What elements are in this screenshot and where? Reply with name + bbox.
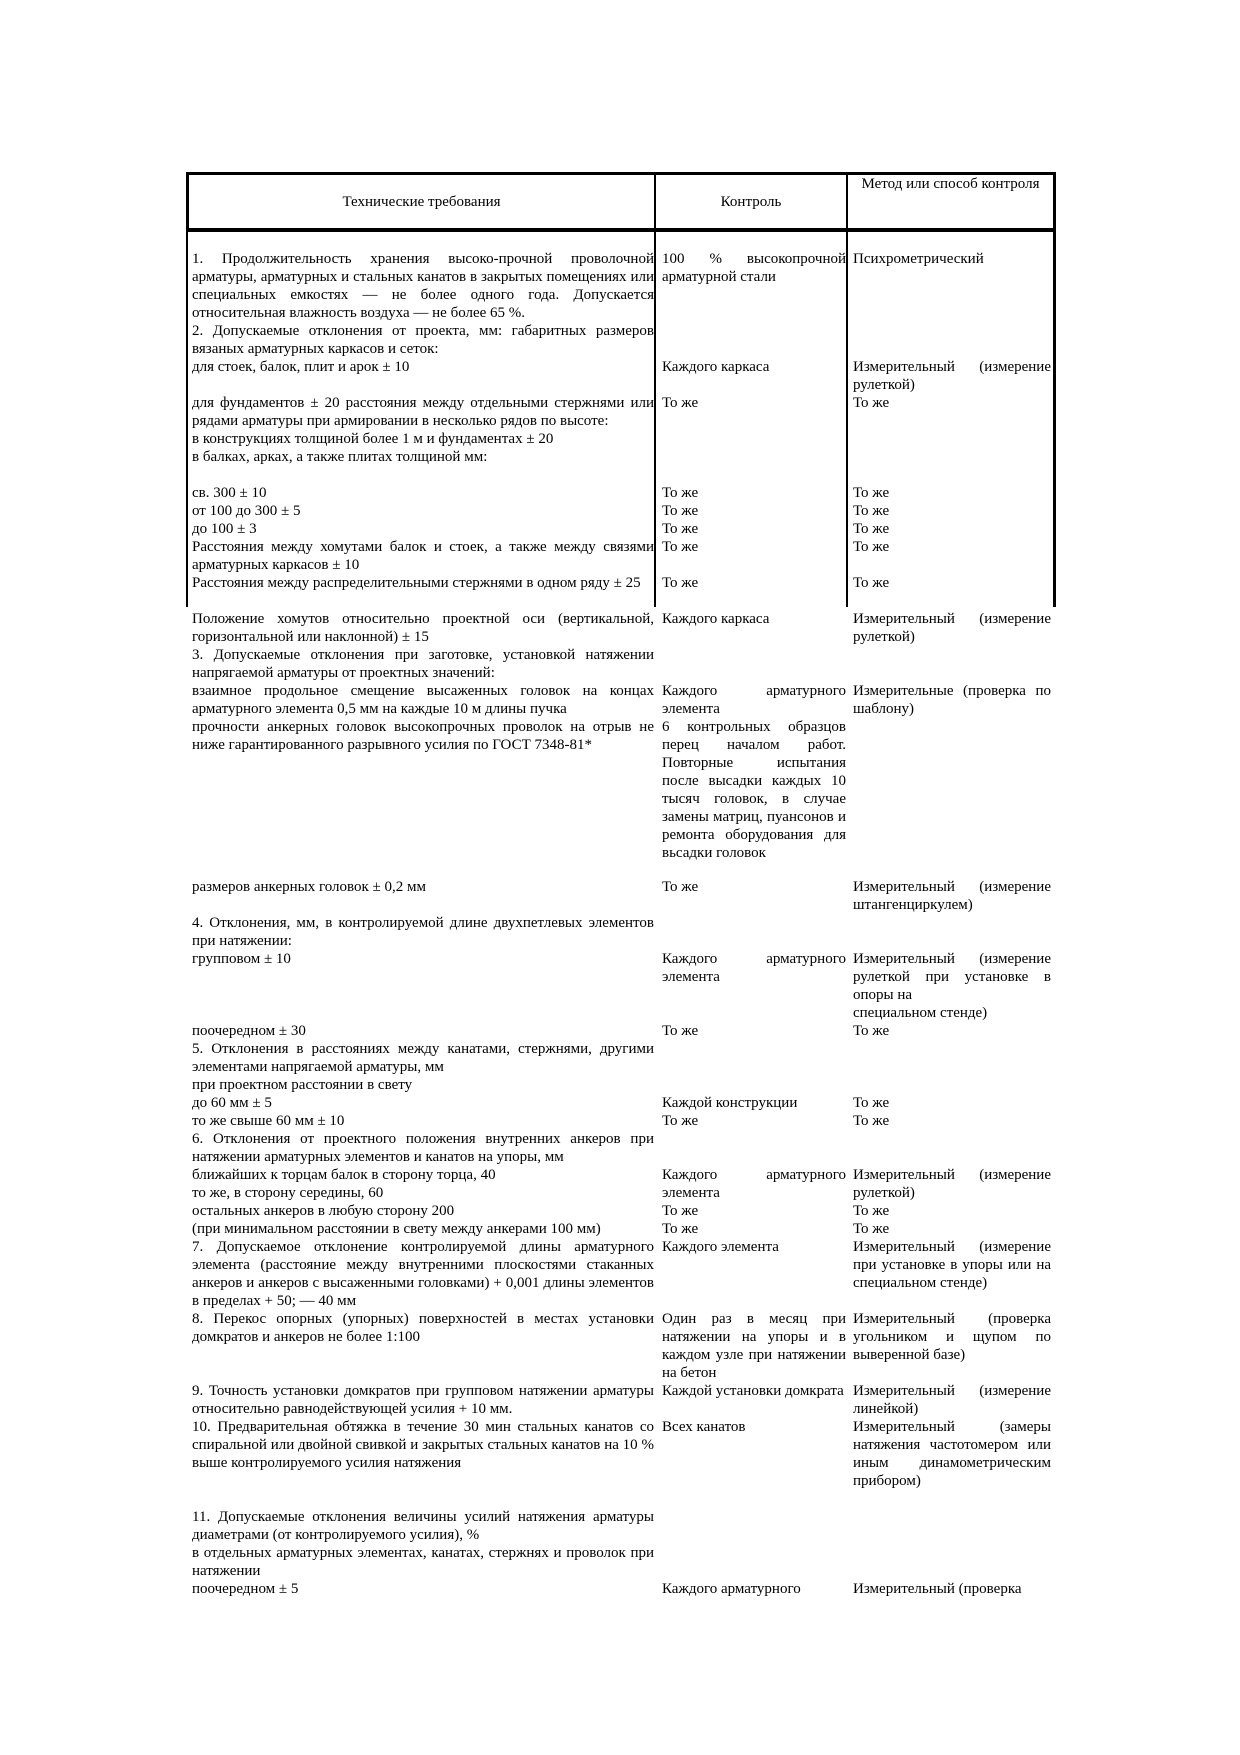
requirement-text: то же, в сторону середины, 60 <box>192 1185 384 1201</box>
control-text: Каждого элемента <box>662 1239 779 1255</box>
requirement-text: от 100 до 300 ± 5 <box>192 503 301 519</box>
requirement-cell <box>192 394 654 466</box>
requirement-text: размеров анкерных головок ± 0,2 мм <box>192 879 427 895</box>
method-cell <box>853 1418 1051 1490</box>
requirement-text: 5. Отклонения в расстояниях между канатами, стержнями, другими элементами напрягаемой арматуры, мм <box>192 1041 654 1075</box>
method-cell <box>853 950 1051 1022</box>
requirement-text: групповом ± 10 <box>192 951 291 967</box>
requirement-cell <box>192 1310 654 1346</box>
control-text: Каждой конструкции <box>662 1095 798 1111</box>
requirement-cell <box>192 538 654 574</box>
control-text: Каждого каркаса <box>662 359 770 375</box>
method-text: То же <box>853 1203 890 1219</box>
control-text: То же <box>662 575 699 591</box>
method-cell <box>853 1580 1051 1598</box>
control-cell <box>662 358 846 376</box>
requirement-text: при проектном расстоянии в свету <box>192 1077 413 1093</box>
control-cell <box>662 520 846 538</box>
requirement-text: 10. Предварительная обтяжка в течение 30 мин стальных канатов со спиральной или двойной свивкой и закрытых стальных канатов на 10 % выше контролируемого усилия натяжения <box>192 1419 654 1471</box>
requirement-text: в конструкциях толщиной более 1 м и фундаментах ± 20 <box>192 431 554 447</box>
control-text: Каждого арматурного элемента <box>662 951 846 985</box>
requirement-cell <box>192 520 654 538</box>
requirement-cell <box>192 322 654 358</box>
method-text: Измерительный (измерение рулеткой) <box>853 1167 1051 1201</box>
method-cell <box>853 538 1051 556</box>
requirement-text: остальных анкеров в любую сторону 200 <box>192 1203 455 1219</box>
method-cell <box>853 1094 1051 1112</box>
control-cell <box>662 950 846 986</box>
method-cell <box>853 1382 1051 1418</box>
method-text: Измерительный (проверка <box>853 1581 1022 1597</box>
requirement-cell <box>192 502 654 520</box>
method-text: То же <box>853 1095 890 1111</box>
method-text: То же <box>853 503 890 519</box>
requirement-text: Расстояния между распределительными стержнями в одном ряду ± 25 <box>192 575 641 591</box>
control-cell <box>662 1238 846 1256</box>
control-cell <box>662 1220 846 1238</box>
control-cell <box>662 682 846 862</box>
requirement-text: взаимное продольное смещение высаженных головок на концах арматурного элемента 0,5 мм на каждые 10 м длины пучка <box>192 683 654 717</box>
requirement-cell <box>192 610 654 682</box>
control-text: 6 контрольных образцов перец началом работ. Повторные испытания после высадки каждых 10 тысяч головок, в случае замены матриц, пуансонов и ремонта оборудования для вьсадки головок <box>662 719 846 861</box>
requirement-cell <box>192 878 654 896</box>
control-cell <box>662 610 846 628</box>
requirement-text: то же свыше 60 мм ± 10 <box>192 1113 345 1129</box>
method-cell <box>853 1220 1051 1238</box>
control-text: Один раз в месяц при натяжении на упоры и в каждом узле при натяжении на бетон <box>662 1311 846 1381</box>
method-text: Измерительный (измерение рулеткой) <box>853 611 1051 645</box>
requirement-cell <box>192 1202 654 1220</box>
method-text: Измерительный (измерение линейкой) <box>853 1383 1051 1417</box>
method-text: То же <box>853 539 890 555</box>
requirement-text: Расстояния между хомутами балок и стоек, а также между связями арматурных каркасов ± 10 <box>192 539 654 573</box>
method-cell <box>853 1202 1051 1220</box>
body-right-border <box>1053 232 1056 607</box>
method-text: Измерительный (измерение рулеткой) <box>853 359 1051 393</box>
requirement-text: 8. Перекос опорных (упорных) поверхностей в местах установки домкратов и анкеров не более 1:100 <box>192 1311 654 1345</box>
requirement-text: 6. Отклонения от проектного положения внутренних анкеров при натяжении арматурных элементов и канатов на упоры, мм <box>192 1131 654 1165</box>
control-text: Каждой установки домкрата <box>662 1383 844 1399</box>
control-text: То же <box>662 395 699 411</box>
method-cell <box>853 1112 1051 1130</box>
requirement-cell <box>192 1418 654 1472</box>
requirement-cell <box>192 358 654 376</box>
requirement-text: 7. Допускаемое отклонение контролируемой длины арматурного элемента (расстояние между внутренними плоскостями стаканных анкеров и анкеров с высаженными головками) + 0,001 длины элементов в пределах + 50; — 40 мм <box>192 1239 654 1309</box>
method-cell <box>853 1022 1051 1040</box>
control-text: То же <box>662 503 699 519</box>
requirement-text: в балках, арках, а также плитах толщиной мм: <box>192 449 488 465</box>
requirement-text: св. 300 ± 10 <box>192 485 267 501</box>
method-text: То же <box>853 1023 890 1039</box>
control-cell <box>662 1166 846 1202</box>
requirement-cell <box>192 1166 654 1202</box>
method-text: Измерительный (замеры натяжения частотомером или иным динамометрическим прибором) <box>853 1419 1051 1489</box>
method-text: То же <box>853 395 890 411</box>
requirement-text: 2. Допускаемые отклонения от проекта, мм: габаритных размеров вязаных арматурных каркасов и сеток: <box>192 323 654 357</box>
method-cell <box>853 484 1051 502</box>
method-text: То же <box>853 485 890 501</box>
requirement-text: прочности анкерных головок высокопрочных проволок на отрыв не ниже гарантированного разрывного усилия по ГОСТ 7348-81* <box>192 719 654 753</box>
requirement-text: до 60 мм ± 5 <box>192 1095 272 1111</box>
control-text: То же <box>662 1023 699 1039</box>
requirement-text: 1. Продолжительность хранения высоко-прочной проволочной арматуры, арматурных и стальных канатов в закрытых помещениях или специальных емкостях — не более одного года. Допускается относительная влажность воздуха — не более 65 %. <box>192 251 654 321</box>
control-cell <box>662 878 846 896</box>
method-text: специальном стенде) <box>853 1005 988 1021</box>
method-text: Измерительный (измерение при установке в упоры или на специальном стенде) <box>853 1239 1051 1291</box>
body-divider-1 <box>654 232 656 607</box>
control-text: Каждого арматурного <box>662 1581 801 1597</box>
control-cell <box>662 1418 846 1436</box>
method-cell <box>853 502 1051 520</box>
control-text: То же <box>662 879 699 895</box>
requirement-text: в отдельных арматурных элементах, канатах, стержнях и проволок при натяжении <box>192 1545 654 1579</box>
requirement-text: для фундаментов ± 20 расстояния между отдельными стержнями или рядами арматуры при армировании в несколько рядов по высоте: <box>192 395 654 429</box>
control-text: Каждого каркаса <box>662 611 770 627</box>
control-text: Каждого арматурного элемента <box>662 683 846 717</box>
control-cell <box>662 1382 846 1400</box>
method-cell <box>853 574 1051 592</box>
method-text: То же <box>853 1113 890 1129</box>
requirement-text: ближайших к торцам балок в сторону торца, 40 <box>192 1167 496 1183</box>
header-col-control: Контроль <box>720 194 782 210</box>
requirement-text: поочередном ± 30 <box>192 1023 306 1039</box>
method-cell <box>853 394 1051 412</box>
method-cell <box>853 1310 1051 1364</box>
body-divider-2 <box>846 232 848 607</box>
method-text: То же <box>853 575 890 591</box>
control-text: То же <box>662 1113 699 1129</box>
control-cell <box>662 1580 846 1598</box>
method-text: Измерительный (проверка угольником и щупом по выверенной базе) <box>853 1311 1051 1363</box>
header-col-requirements: Технические требования <box>342 194 501 210</box>
requirement-cell <box>192 914 654 950</box>
control-cell <box>662 1022 846 1040</box>
method-text: Психрометрический <box>853 251 984 267</box>
control-text: 100 % высокопрочной арматурной стали <box>662 251 846 285</box>
requirement-cell <box>192 484 654 502</box>
method-cell <box>853 878 1051 914</box>
requirement-cell <box>192 1094 654 1112</box>
control-text: То же <box>662 1221 699 1237</box>
method-cell <box>853 358 1051 394</box>
control-text: Каждого арматурного элемента <box>662 1167 846 1201</box>
control-text: То же <box>662 1203 699 1219</box>
control-cell <box>662 250 846 286</box>
requirement-cell <box>192 950 654 968</box>
control-cell <box>662 538 846 556</box>
body-left-border <box>186 232 188 607</box>
control-cell <box>662 1094 846 1112</box>
header-col-method: Метод или способ контроля <box>861 176 1040 192</box>
requirement-text: для стоек, балок, плит и арок ± 10 <box>192 359 410 375</box>
method-text: То же <box>853 521 890 537</box>
requirement-text: 11. Допускаемые отклонения величины усилий натяжения арматуры диаметрами (от контролируемого усилия), % <box>192 1509 654 1543</box>
method-text: Измерительный (измерение рулеткой при установке в опоры на <box>853 951 1051 1003</box>
control-cell <box>662 484 846 502</box>
control-text: То же <box>662 521 699 537</box>
requirement-cell <box>192 1508 654 1580</box>
requirement-text: 4. Отклонения, мм, в контролируемой длине двухпетлевых элементов при натяжении: <box>192 915 654 949</box>
requirement-cell <box>192 1580 654 1598</box>
method-cell <box>853 1166 1051 1202</box>
method-text: То же <box>853 1221 890 1237</box>
control-cell <box>662 574 846 592</box>
header-bottom-border <box>186 228 1056 232</box>
requirement-text: 9. Точность установки домкратов при групповом натяжении арматуры относительно равнодействующей усилия + 10 мм. <box>192 1383 654 1417</box>
requirement-cell <box>192 250 654 322</box>
control-cell <box>662 502 846 520</box>
requirement-cell <box>192 1022 654 1094</box>
requirement-text: Положение хомутов относительно проектной оси (вертикальной, горизонтальной или наклонной) ± 15 <box>192 611 654 645</box>
method-cell <box>853 250 1051 268</box>
method-cell <box>853 610 1051 646</box>
requirement-cell <box>192 1238 654 1310</box>
control-cell <box>662 1202 846 1220</box>
control-text: То же <box>662 539 699 555</box>
method-cell <box>853 1238 1051 1292</box>
requirement-cell <box>192 1382 654 1418</box>
method-text: Измерительные (проверка по шаблону) <box>853 683 1051 717</box>
method-cell <box>853 520 1051 538</box>
requirement-text: (при минимальном расстоянии в свету между анкерами 100 мм) <box>192 1221 601 1237</box>
requirement-cell <box>192 682 654 754</box>
control-text: То же <box>662 485 699 501</box>
requirement-cell <box>192 1112 654 1166</box>
requirement-cell <box>192 574 654 592</box>
control-cell <box>662 1310 846 1382</box>
method-cell <box>853 682 1051 718</box>
control-cell <box>662 394 846 412</box>
requirement-text: поочередном ± 5 <box>192 1581 299 1597</box>
requirement-text: до 100 ± 3 <box>192 521 257 537</box>
control-text: Всех канатов <box>662 1419 746 1435</box>
control-cell <box>662 1112 846 1130</box>
requirement-text: 3. Допускаемые отклонения при заготовке, установкой натяжении напрягаемой арматуры от проектных значений: <box>192 647 654 681</box>
header-right-border <box>1053 172 1056 232</box>
method-text: Измерительный (измерение штангенциркулем) <box>853 879 1051 913</box>
requirement-cell <box>192 1220 654 1238</box>
